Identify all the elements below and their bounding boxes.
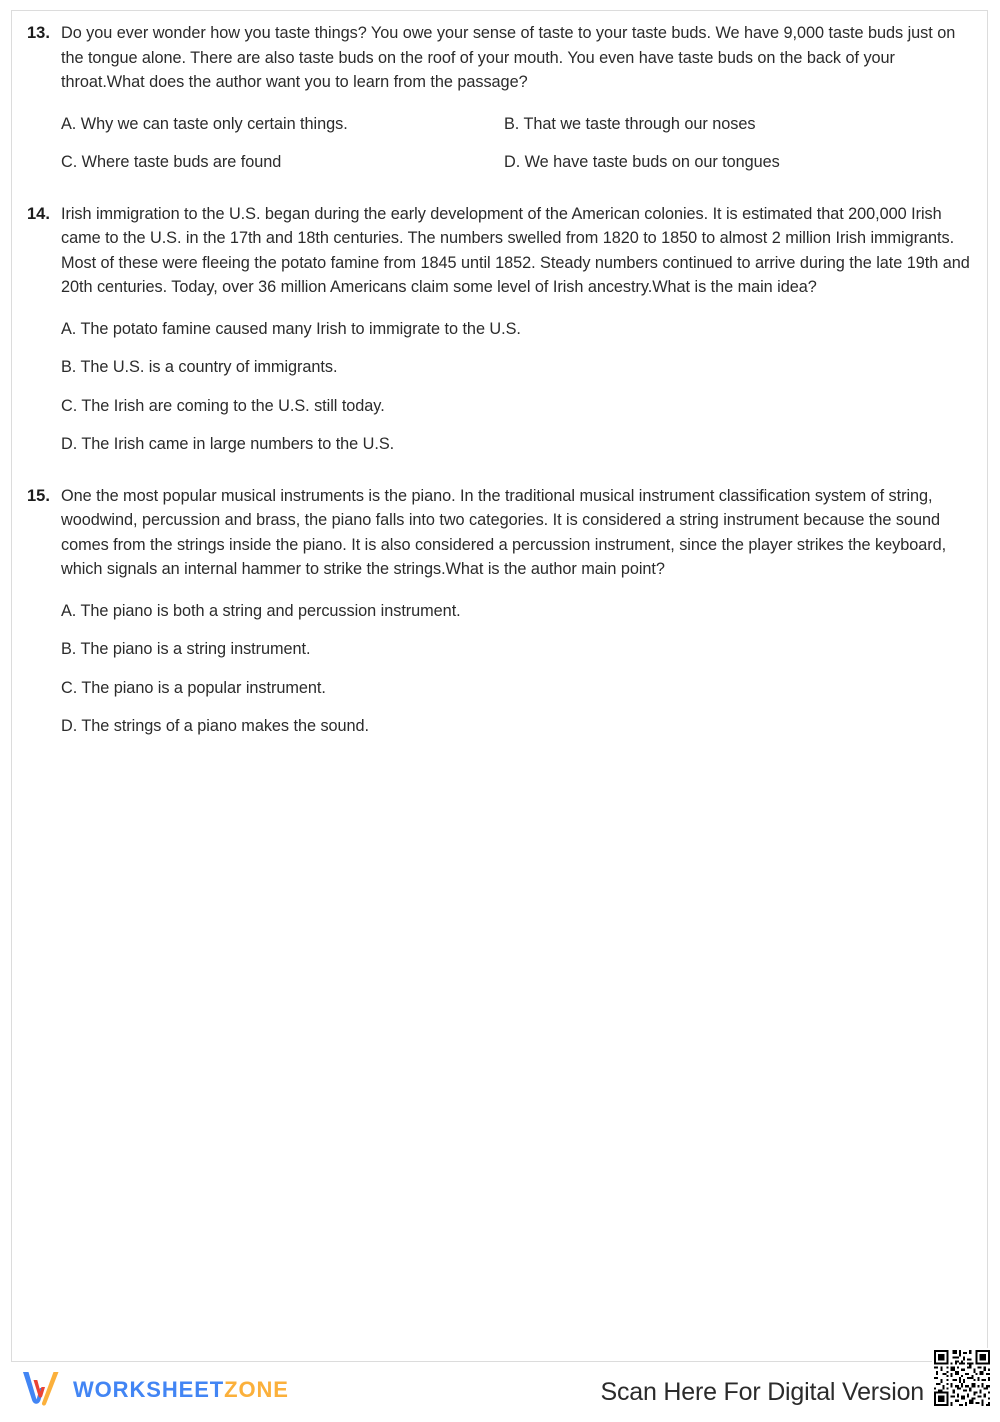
question-15-header [27,484,975,582]
question-14-option-c[interactable]: C. The Irish are coming to the U.S. still today. [61,396,385,415]
worksheet-page [11,10,988,1362]
qr-code-icon[interactable] [932,1348,992,1408]
question-15-number: 15. [27,486,50,505]
question-14-options [61,310,975,464]
question-13-option-d[interactable]: D. We have taste buds on our tongues [504,153,780,171]
worksheet-zone-logo[interactable] [20,1370,289,1410]
question-15-option-d[interactable]: D. The strings of a piano makes the sound. [61,717,370,735]
question-14-header [27,202,975,300]
worksheet-zone-w-mark-icon [20,1370,64,1410]
question-15-text: One the most popular musical instruments is the piano. In the traditional musical instrument classification system of string, woodwind, percussion and brass, the piano falls into two categories. It is considered a string instrument because the sound comes from the strings inside the piano. It is also considered a percussion instrument, since the player strikes the keyboard, which signals an internal hammer to strike the strings.What is the author main point? [61,486,947,578]
question-13-options-row-2 [61,143,975,182]
question-14-text: Irish immigration to the U.S. began during the early development of the American colonies. It is estimated that 200,000 Irish came to the U.S. in the 17th and 18th centuries. The numbers swelled from 1820 to 1850 to almost 2 million Irish immigrants. Most of these were fleeing the potato famine from 1845 until 1852. Steady numbers continued to arrive during the late 19th and 20th centuries. Today, over 36 million Americans claim some level of Irish ancestry.What is the main idea? [61,204,970,296]
question-14-option-b[interactable]: B. The U.S. is a country of immigrants. [61,358,338,376]
question-13-option-c[interactable]: C. Where taste buds are found [61,153,282,171]
question-13-option-b[interactable]: B. That we taste through our noses [504,114,756,133]
scan-digital-version[interactable] [600,1362,992,1422]
logo-text-zone: ZONE [224,1377,289,1402]
question-13-options-row-1 [61,105,975,144]
question-14-option-a[interactable]: A. The potato famine caused many Irish to immigrate to the U.S. [61,319,521,338]
question-13 [27,21,975,182]
question-13-option-a[interactable]: A. Why we can taste only certain things. [61,114,348,133]
question-15-option-b[interactable]: B. The piano is a string instrument. [61,640,311,658]
question-15 [27,484,975,746]
question-13-header [27,21,975,95]
question-13-options [61,105,975,182]
questions-container [27,21,975,762]
scan-here-label: Scan Here For Digital Version [600,1378,924,1406]
page-footer [0,1362,1000,1414]
question-14-option-d[interactable]: D. The Irish came in large numbers to the U.S. [61,435,395,453]
question-13-number: 13. [27,24,50,42]
question-14 [27,202,975,464]
logo-text-worksheet: WORKSHEET [73,1377,225,1402]
logo-wordmark [73,1377,289,1403]
question-14-number: 14. [27,204,50,223]
question-15-option-a[interactable]: A. The piano is both a string and percussion instrument. [61,601,461,620]
question-15-options [61,592,975,746]
question-15-option-c[interactable]: C. The piano is a popular instrument. [61,678,326,697]
question-13-text: Do you ever wonder how you taste things? You owe your sense of taste to your taste buds. We have 9,000 taste buds just on the tongue alone. There are also taste buds on the roof of your mouth. You even have taste buds on the back of your throat.What does the author want you to learn from the passage? [61,24,956,91]
